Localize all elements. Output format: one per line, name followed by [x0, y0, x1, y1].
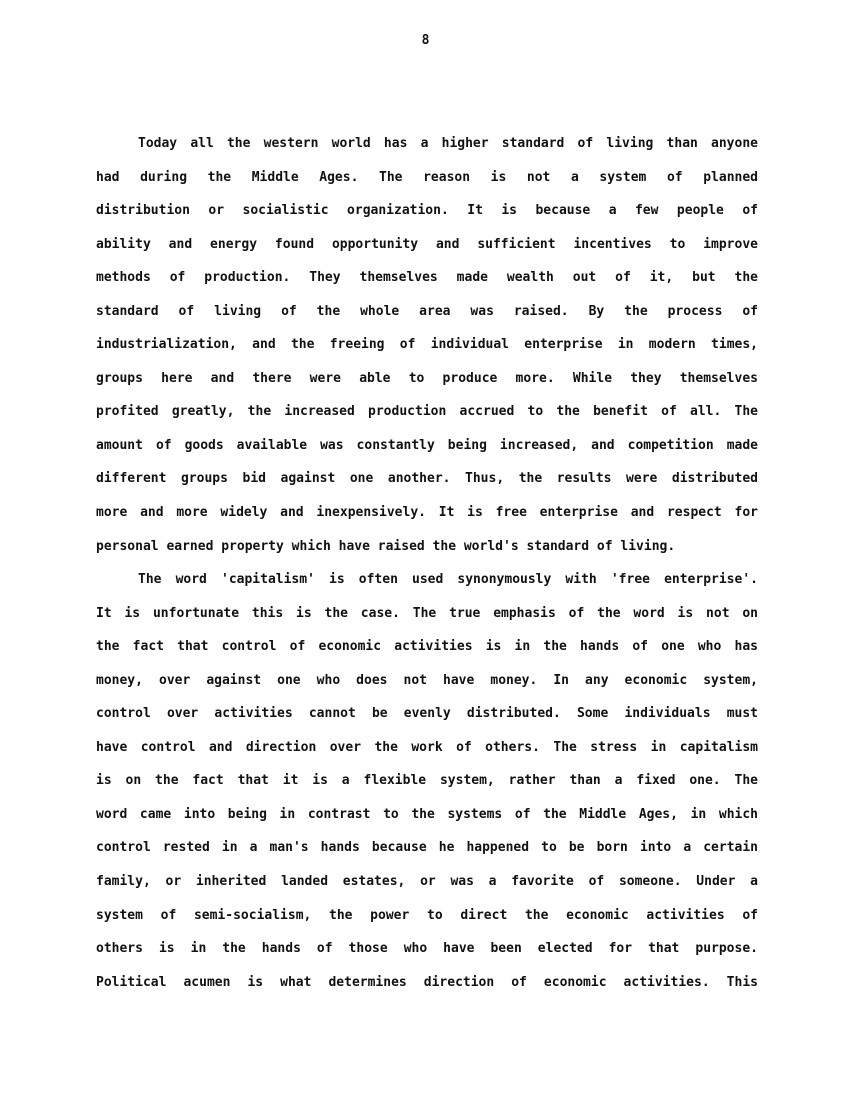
- text-line: control over activities cannot be evenly distributed. Some individuals must: [96, 706, 758, 722]
- text-line: Today all the western world has a higher standard of living than anyone: [138, 136, 758, 151]
- text-line: groups here and there were able to produce more. While they themselves: [96, 370, 758, 386]
- text-line: others is in the hands of those who have been elected for that purpose.: [96, 941, 758, 957]
- text-line: money, over against one who does not have money. In any economic system,: [96, 672, 758, 688]
- text-line: distribution or socialistic organization. It is because a few people of: [96, 203, 758, 219]
- text-line: the fact that control of economic activities is in the hands of one who has: [96, 639, 758, 655]
- text-line: It is unfortunate this is the case. The true emphasis of the word is not on: [96, 605, 758, 621]
- text-line: family, or inherited landed estates, or was a favorite of someone. Under a: [96, 874, 758, 890]
- text-line: industrialization, and the freeing of individual enterprise in modern times,: [96, 337, 758, 353]
- text-line: amount of goods available was constantly being increased, and competition made: [96, 437, 758, 453]
- text-line: had during the Middle Ages. The reason is not a system of planned: [96, 169, 758, 185]
- text-line: more and more widely and inexpensively. It is free enterprise and respect for: [96, 505, 758, 521]
- text-line: different groups bid against one another. Thus, the results were distributed: [96, 471, 758, 487]
- text-line: is on the fact that it is a flexible system, rather than a fixed one. The: [96, 773, 758, 789]
- text-line: methods of production. They themselves made wealth out of it, but the: [96, 270, 758, 286]
- text-line: control rested in a man's hands because he happened to be born into a certain: [96, 840, 758, 856]
- text-line: profited greatly, the increased production accrued to the benefit of all. The: [96, 404, 758, 420]
- text-line: standard of living of the whole area was raised. By the process of: [96, 303, 758, 319]
- document-body: [96, 132, 758, 1004]
- text-line: have control and direction over the work of others. The stress in capitalism: [96, 739, 758, 755]
- page-number: 8: [421, 33, 430, 48]
- text-line: word came into being in contrast to the systems of the Middle Ages, in which: [96, 806, 758, 822]
- text-line: The word 'capitalism' is often used synonymously with 'free enterprise'.: [138, 572, 758, 588]
- text-line: Political acumen is what determines direction of economic activities. This: [96, 974, 758, 990]
- text-line: personal earned property which have raised the world's standard of living.: [96, 538, 676, 554]
- text-line: ability and energy found opportunity and sufficient incentives to improve: [96, 236, 758, 252]
- text-line: system of semi-socialism, the power to direct the economic activities of: [96, 907, 758, 923]
